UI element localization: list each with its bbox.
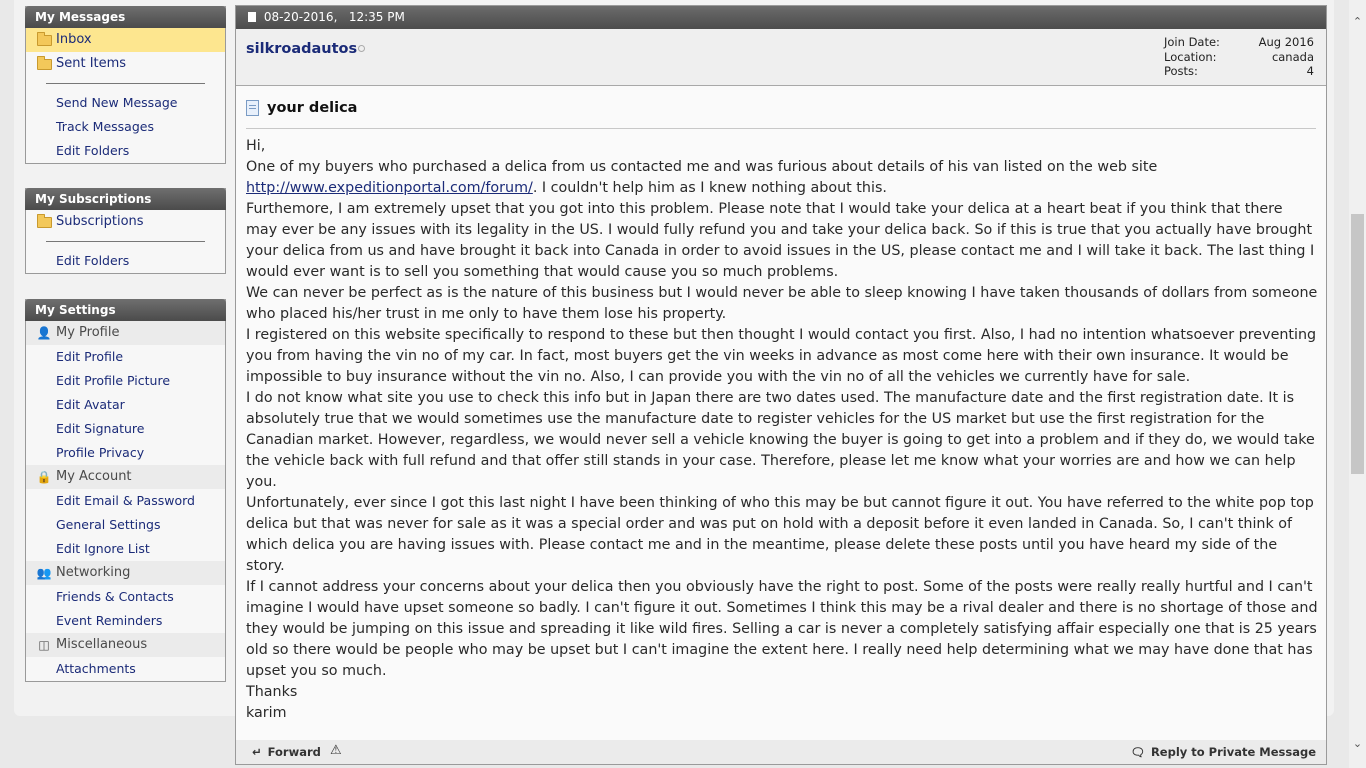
posts-value: 4 (1306, 64, 1314, 78)
sidebar-item-label: Miscellaneous (56, 637, 148, 652)
message-title-text: your delica (267, 100, 358, 116)
folder-icon (36, 52, 52, 76)
forward-arrow-icon: ↵ (252, 745, 262, 759)
sidebar-category-miscellaneous (26, 633, 225, 657)
my-messages-header: My Messages (25, 6, 226, 28)
sidebar-item-track-messages[interactable]: Track Messages (56, 119, 154, 134)
join-date-label: Join Date: (1164, 35, 1220, 49)
sidebar-item-label: Subscriptions (56, 214, 144, 229)
body-paragraph: We can never be perfect as is the nature of this business but I would never be able to sleep knowing I have taken thousands of dollars from someone who placed his/her trust in me only to have them lose his property. (246, 285, 1318, 322)
my-settings-block (25, 299, 226, 682)
divider (246, 128, 1316, 129)
chevron-down-icon[interactable]: ⌄ (1352, 737, 1363, 750)
body-paragraph: I do not know what site you use to check this info but in Japan there are two dates used. The manufacture date and the first registration date. It is absolutely true that we would sometimes use the manufacture date to register vehicles for the US market but use the first registration for the Canadian market. However, regardless, we would never sell a vehicle knowing the buyer is going to get into a problem and if they do, we would take the vehicle back with full refund and that offer still stands in your case. Therefore, please let me know what your worries are and how we can help you. (246, 390, 1315, 490)
body-paragraph: I registered on this website specifically to respond to these but then thought I would contact you first. Also, I had no intention whatsoever preventing you from having the vin no of my car. In fact, most buyers get the vin weeks in advance as most come here with their own insurance. It would be impossible to buy insurance without the vin no. Also, I can provide you with the vin no of all the vehicles we currently have for sale. (246, 327, 1317, 385)
message-body (246, 136, 1318, 724)
message-date: 08-20-2016, (263, 10, 338, 24)
sidebar-item-event-reminders[interactable]: Event Reminders (56, 613, 163, 628)
body-paragraph: If I cannot address your concerns about your delica then you obviously have the right to post. Some of the posts were really really hurtful and I can't imagine I would have upset someone so badly. I can't figure it out. Sometimes I think this may be a rival dealer and there is no shortage of those and they would be jumping on this issue and spreading it like wild fires. Selling a car is never a completely satisfying affair especially one that is 25 years old so there would be people who may be upset but I can't imagine the extent here. I really need help determining what we may have done that has upset you so much. (246, 579, 1318, 679)
windows-icon: ◫ (38, 638, 50, 652)
sender-username-link[interactable]: silkroadautos (246, 41, 358, 57)
message-footer (236, 740, 1326, 764)
offline-status-icon (358, 45, 365, 52)
sidebar-item-label: My Account (56, 469, 132, 484)
body-paragraph: Hi, (246, 138, 266, 154)
sidebar-category-my-profile (26, 321, 225, 345)
my-messages-block (25, 6, 226, 164)
sidebar-item-edit-folders[interactable]: Edit Folders (56, 143, 130, 158)
sidebar-item-attachments[interactable]: Attachments (56, 661, 136, 676)
sender-stats (1164, 35, 1314, 79)
speech-bubble-icon: 🗨 (1130, 745, 1145, 759)
sidebar-item-inbox[interactable] (26, 28, 225, 52)
reply-label: Reply to Private Message (1150, 745, 1316, 759)
post-icon (246, 100, 259, 116)
sidebar-item-edit-avatar[interactable]: Edit Avatar (56, 397, 125, 412)
sender-info-bar (236, 29, 1326, 86)
my-subscriptions-block (25, 188, 226, 274)
forward-label: Forward (267, 745, 321, 759)
body-paragraph: Furthemore, I am extremely upset that you got into this problem. Please note that I would take your delica at a heart beat if you think that there may ever be any issues with its legality in the US. I would fully refund you and take your delica back. So if this is true that you actually have brought your delica from us and have brought it back into Canada in order to avoid issues in the US, please contact me and I will take it back. The last thing I would ever want is to sell you something that would cause you so much problems. (246, 201, 1315, 280)
sidebar-item-label: My Profile (56, 325, 120, 340)
reply-button[interactable] (1130, 745, 1316, 759)
sidebar-item-label: Inbox (56, 32, 92, 47)
sidebar-item-edit-signature[interactable]: Edit Signature (56, 421, 145, 436)
folder-icon (36, 28, 52, 52)
divider (26, 76, 225, 91)
join-date-value: Aug 2016 (1258, 35, 1314, 49)
sidebar-item-sent-items[interactable] (26, 52, 225, 76)
message-title (246, 100, 357, 116)
document-icon (248, 12, 256, 22)
body-paragraph: Unfortunately, ever since I got this last night I have been thinking of who this may be but cannot figure it out. You have referred to the white pop top delica but that was never for sale as it was a special order and was put on hold with a deposit before it even landed in Canada. So, I can't think of which delica you are having issues with. Please contact me and in the meantime, please delete these posts until you have heard my side of the story. (246, 495, 1314, 574)
sidebar-item-edit-ignore-list[interactable]: Edit Ignore List (56, 541, 150, 556)
sidebar-item-send-new-message[interactable]: Send New Message (56, 95, 178, 110)
location-label: Location: (1164, 49, 1217, 64)
sidebar-item-edit-email-password[interactable]: Edit Email & Password (56, 493, 195, 508)
body-paragraph: One of my buyers who purchased a delica from us contacted me and was furious about details of his van listed on the web site http://www.expeditionportal.com/forum/. I couldn't help him as I knew nothing about this. (246, 159, 1158, 196)
chevron-up-icon[interactable]: ⌃ (1352, 15, 1363, 28)
report-warning-icon[interactable]: ⚠ (330, 743, 342, 758)
sidebar-item-profile-privacy[interactable]: Profile Privacy (56, 445, 145, 460)
sidebar-item-general-settings[interactable]: General Settings (56, 517, 161, 532)
forward-button[interactable] (252, 745, 321, 759)
sidebar-item-subscriptions[interactable] (26, 210, 225, 234)
page-scrollbar[interactable] (1349, 0, 1366, 768)
sidebar-item-friends-contacts[interactable]: Friends & Contacts (56, 589, 174, 604)
posts-label: Posts: (1164, 64, 1198, 78)
scrollbar-thumb[interactable] (1351, 214, 1364, 474)
message-header-bar (236, 6, 1326, 29)
body-paragraph: Thanks (246, 684, 298, 700)
sidebar-item-label: Sent Items (56, 56, 127, 71)
sidebar-item-edit-profile-picture[interactable]: Edit Profile Picture (56, 373, 171, 388)
lock-icon: 🔒 (36, 470, 52, 484)
user-icon: 👤 (36, 326, 52, 340)
sidebar-item-edit-profile[interactable]: Edit Profile (56, 349, 124, 364)
location-value: canada (1271, 49, 1314, 64)
sidebar-item-label: Networking (56, 565, 131, 580)
private-message-panel (235, 5, 1327, 765)
body-paragraph: karim (246, 705, 287, 721)
sidebar-category-my-account (26, 465, 225, 489)
sidebar-category-networking (26, 561, 225, 585)
sidebar-item-edit-folders[interactable]: Edit Folders (56, 253, 130, 268)
message-time: 12:35 PM (348, 10, 405, 24)
divider (26, 234, 225, 249)
expeditionportal-link[interactable]: http://www.expeditionportal.com/forum/ (246, 180, 533, 196)
my-settings-header: My Settings (25, 299, 226, 321)
my-subscriptions-header: My Subscriptions (25, 188, 226, 210)
users-icon: 👥 (36, 566, 52, 580)
folder-icon (36, 210, 52, 234)
